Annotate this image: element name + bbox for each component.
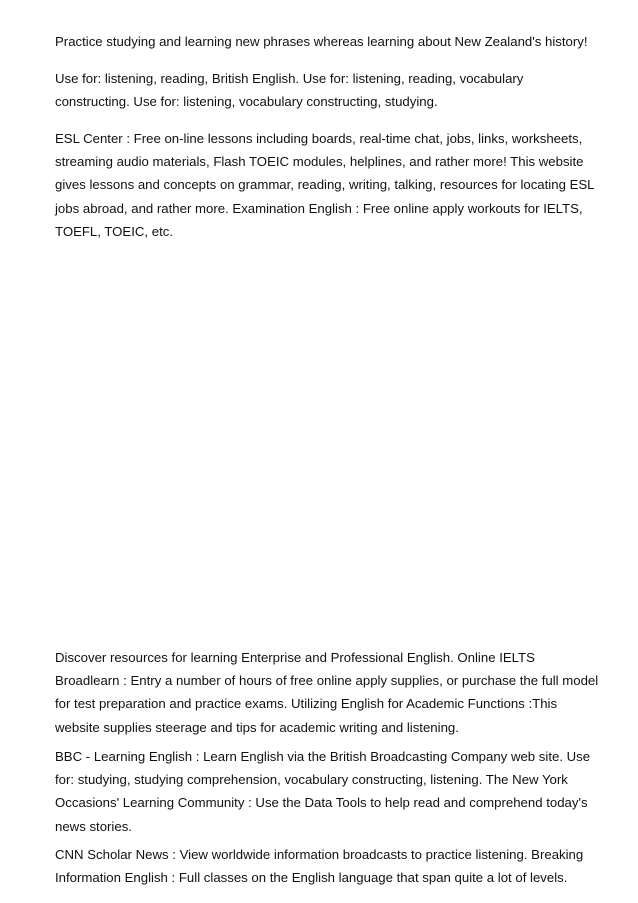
text-line: Use for: listening, reading, British English. Use for: listening, reading, vocabulary — [55, 71, 524, 86]
text-line: for test preparation and practice exams. Utilizing English for Academic Functions :This — [55, 696, 558, 712]
paragraph-business-english — [55, 646, 599, 739]
text-line: Broadlearn : Entry a number of hours of free online apply supplies, or purchase the full model — [55, 673, 599, 689]
text-line: CNN Scholar News : View worldwide information broadcasts to practice listening. Breaking — [55, 847, 584, 862]
paragraph-esl-center — [55, 127, 595, 243]
text-line: Occasions' Learning Community : Use the Data Tools to help read and comprehend today's — [55, 795, 588, 811]
text-line: jobs abroad, and rather more. Examination English : Free online apply workouts for IELTS, — [55, 200, 583, 216]
paragraph-bbc-learning-english — [55, 745, 595, 838]
text-line: BBC - Learning English : Learn English via the British Broadcasting Company web site. Use — [55, 749, 591, 764]
paragraph-use-for — [55, 67, 595, 113]
paragraph-new-zealand-history — [55, 30, 595, 53]
text-line: ESL Center : Free on-line lessons including boards, real-time chat, jobs, links, worksheets, — [55, 131, 583, 146]
text-line: news stories. — [55, 818, 132, 834]
text-line: Information English : Full classes on the English language that span quite a lot of levels. — [55, 870, 568, 886]
paragraph-cnn-news — [55, 843, 595, 889]
text-line: TOEFL, TOEIC, etc. — [55, 223, 173, 239]
text-line: gives lessons and concepts on grammar, reading, writing, talking, resources for locating ESL — [55, 177, 595, 193]
text-line: for: studying, studying comprehension, vocabulary constructing, listening. The New York — [55, 772, 568, 788]
text-line: Practice studying and learning new phrases whereas learning about New Zealand's history! — [55, 34, 588, 49]
text-line: constructing. Use for: listening, vocabulary constructing, studying. — [55, 94, 438, 110]
text-line: website supplies steerage and tips for academic writing and listening. — [55, 719, 459, 735]
text-line: Discover resources for learning Enterprise and Professional English. Online IELTS — [55, 650, 535, 665]
text-line: streaming audio materials, Flash TOEIC modules, helplines, and rather more! This website — [55, 154, 584, 170]
